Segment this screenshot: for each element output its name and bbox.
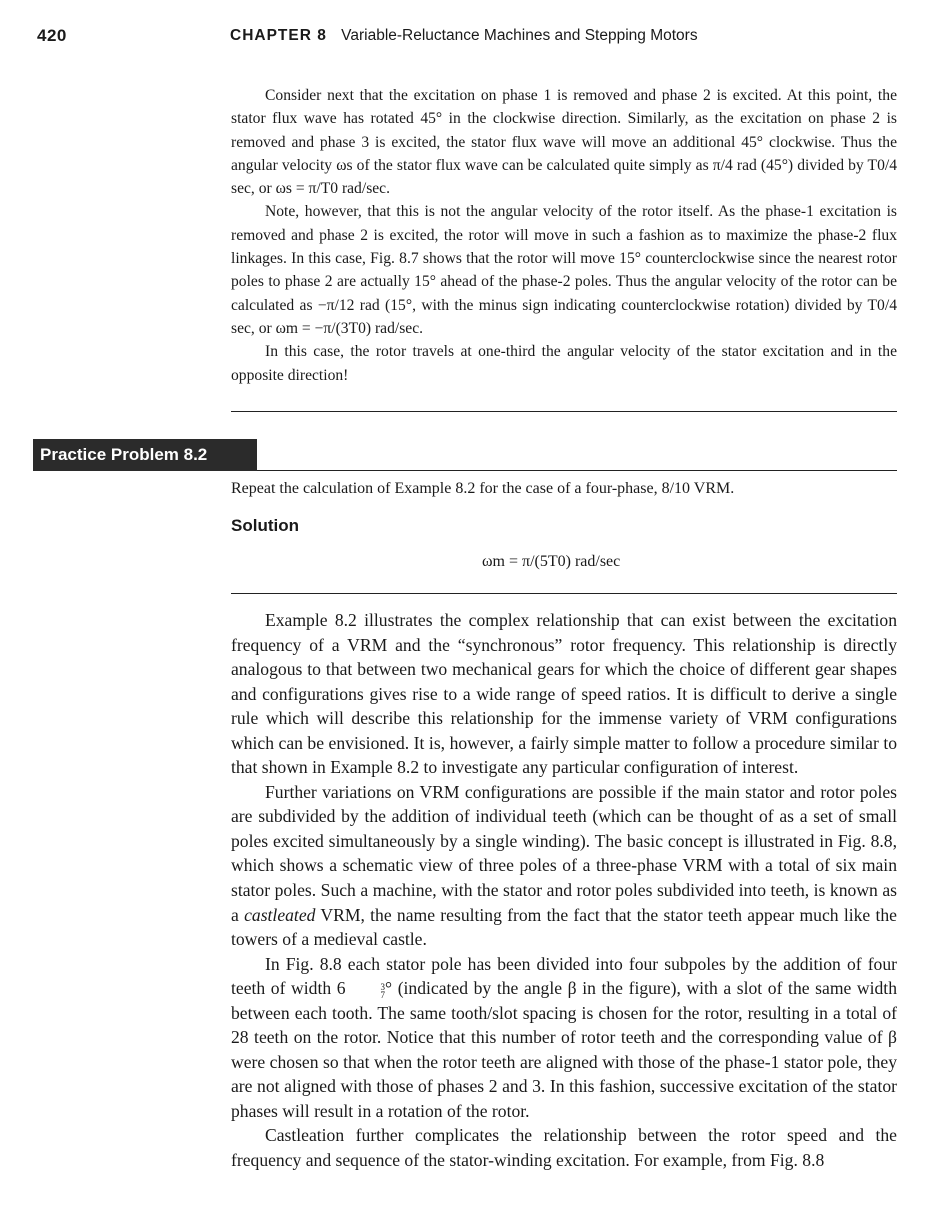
practice-problem-rule: [257, 470, 897, 471]
example-paragraph: Consider next that the excitation on phase 1 is removed and phase 2 is excited. At this point, the stator flux wave has rotated 45° in the clockwise direction. Similarly, as the excitation on phase 2 is removed and phase 3 is excited, the stator flux wave will move an additional 45° clockwise. Thus the angular velocity ωs of the stator flux wave can be calculated quite simply as π/4 rad (45°) divided by T0/4 sec, or ωs = π/T0 rad/sec.: [231, 87, 897, 198]
practice-problem-label: Practice Problem 8.2: [33, 439, 257, 471]
castleated-term: castleated: [244, 904, 316, 925]
example-text: [231, 84, 897, 387]
running-head: [230, 27, 698, 45]
example-paragraph: Note, however, that this is not the angular velocity of the rotor itself. As the phase-1 excitation is removed and phase 2 is excited, the rotor will move in such a fashion as to maximize the phase-2 flux linkages. In this case, Fig. 8.7 shows that the rotor will move 15° counterclockwise since the nearest rotor poles to phase 2 are actually 15° ahead of the phase-2 poles. Thus the angular velocity of the rotor can be calculated as −π/12 rad (15°, with the minus sign indicating counterclockwise rotation) divided by T0/4 sec, or ωm = −π/(3T0) rad/sec.: [231, 203, 897, 337]
page-number: 420: [37, 26, 67, 45]
practice-problem-statement: Repeat the calculation of Example 8.2 for the case of a four-phase, 8/10 VRM.: [231, 480, 735, 497]
practice-problem-end-rule: [231, 593, 897, 594]
tooth-width-fraction: 3 7: [380, 982, 386, 1001]
chapter-title: Variable-Reluctance Machines and Stepping Motors: [341, 27, 698, 44]
solution-heading: Solution: [231, 516, 299, 535]
example-end-rule: [231, 411, 897, 412]
body-paragraph: Castleation further complicates the relationship between the rotor speed and the frequency and sequence of the stator-winding excitation. For example, from Fig. 8.8: [231, 1125, 897, 1171]
body-paragraph: Example 8.2 illustrates the complex relationship that can exist between the excitation frequency of a VRM and the “synchronous” rotor frequency. This relationship is directly analogous to that between two mechanical gears for which the choice of different gear shapes and configurations gives rise to a wide range of speed ratios. It is difficult to derive a single rule which will describe this relationship for the immense variety of VRM configurations which can be envisioned. It is, however, a fairly simple matter to follow a procedure similar to that shown in Example 8.2 to investigate any particular configuration of interest.: [231, 610, 897, 778]
body-text: [231, 608, 897, 1173]
solution-equation: ωm = π/(5T0) rad/sec: [482, 553, 621, 570]
body-paragraph: Further variations on VRM configurations are possible if the main stator and rotor poles are subdivided by the addition of individual teeth (which can be thought of as a set of small poles excited simultaneously by a single winding). The basic concept is illustrated in Fig. 8.8, which shows a schematic view of three poles of a three-phase VRM with a total of six main stator poles. Such a machine, with the stator and rotor poles subdivided into teeth, is known as a castleated VRM, the name resulting from the fact that the stator teeth appear much like the towers of a medieval castle.: [231, 781, 897, 950]
body-paragraph: In Fig. 8.8 each stator pole has been divided into four subpoles by the addition of four teeth of width 6 3 7 ° (indicated by the angle β in the figure), with a slot of the same width between each tooth. The same tooth/slot spacing is chosen for the rotor, resulting in a total of 28 teeth on the rotor. Notice that this number of rotor teeth and the corresponding value of β were chosen so that when the rotor teeth are aligned with those of the phase-1 stator pole, they are not aligned with those of phases 2 and 3. In this fashion, successive excitation of the stator phases will result in a rotation of the rotor.: [231, 953, 897, 1121]
chapter-label: CHAPTER 8: [230, 27, 327, 44]
example-paragraph: In this case, the rotor travels at one-third the angular velocity of the stator excitation and in the opposite direction!: [231, 343, 897, 384]
